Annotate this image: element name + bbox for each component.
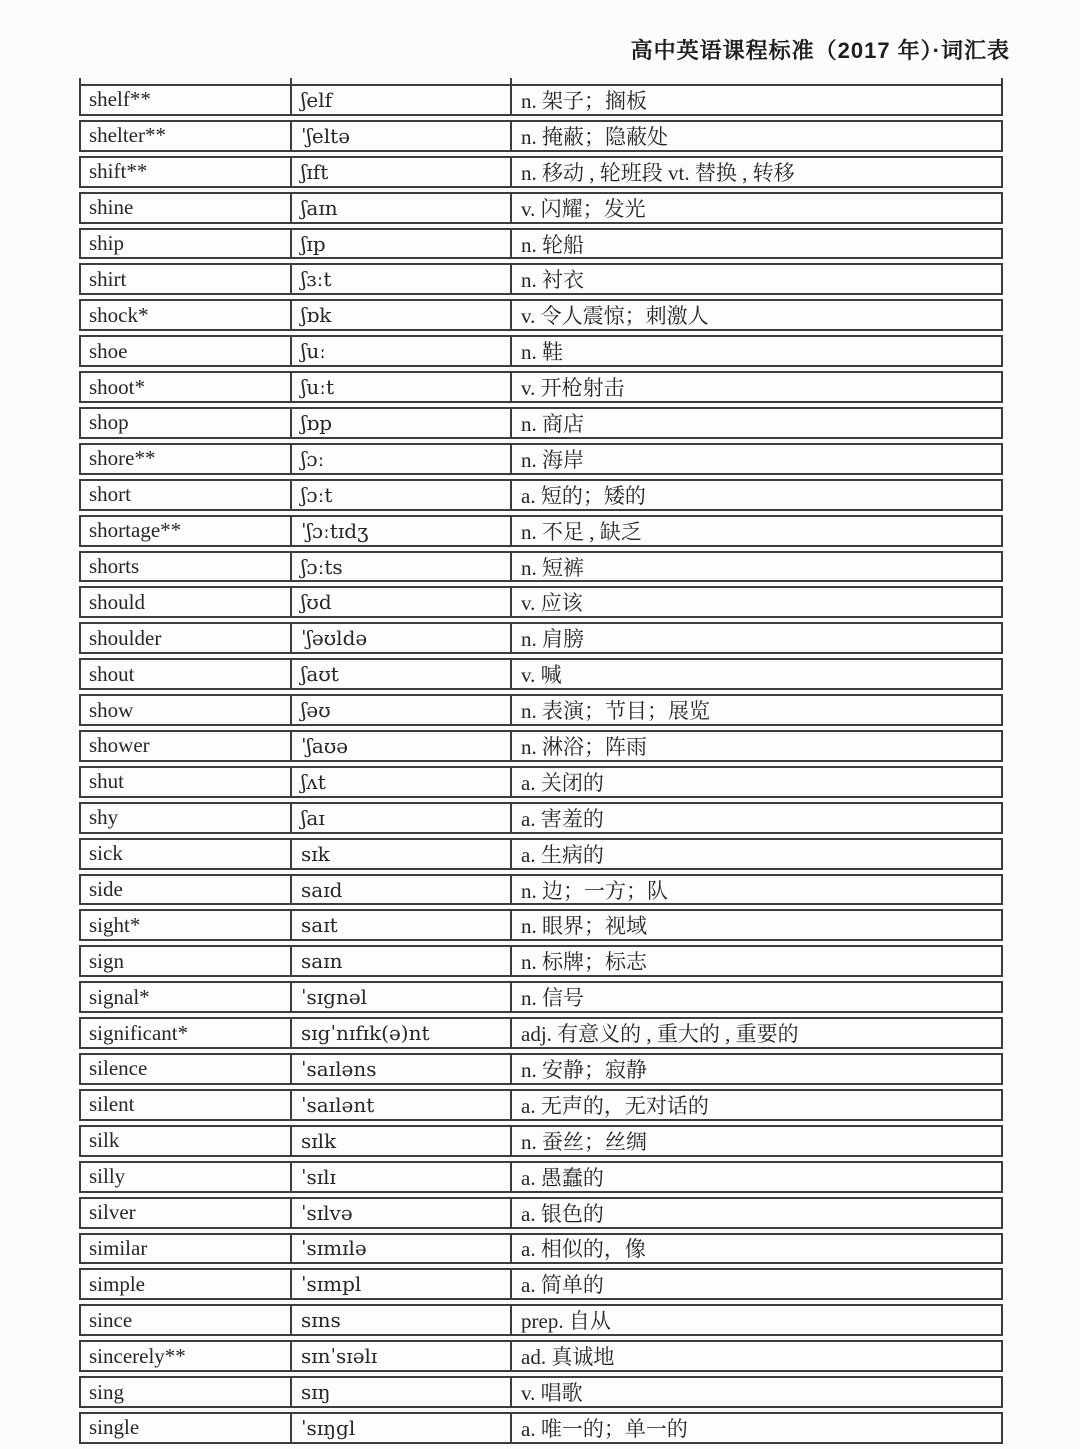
meaning-cell: a. 关闭的 — [521, 770, 604, 795]
phonetic-cell: ʃɔːts — [292, 553, 512, 581]
phonetic-cell: ʃɔːt — [292, 481, 512, 509]
word-cell: short — [81, 481, 292, 509]
phonetic-cell: sɪns — [292, 1306, 512, 1334]
word-cell: sing — [81, 1378, 292, 1406]
word-cell: ship — [81, 230, 292, 258]
table-row — [79, 156, 1003, 188]
table-row — [79, 874, 1003, 906]
table-row — [79, 1340, 1003, 1372]
table-row — [79, 515, 1003, 547]
meaning-cell: n. 架子；搁板 — [521, 88, 647, 113]
word-cell: shore** — [81, 445, 292, 473]
word-cell: shine — [81, 194, 292, 222]
table-row — [79, 263, 1003, 295]
meaning-cell: a. 简单的 — [521, 1273, 604, 1298]
meaning-cell: a. 害羞的 — [521, 806, 604, 831]
meaning-cell: n. 轮船 — [521, 232, 584, 257]
table-row — [79, 407, 1003, 439]
word-cell: shop — [81, 409, 292, 437]
meaning-cell: n. 眼界；视域 — [521, 914, 647, 939]
meaning-cell: a. 无声的，无对话的 — [521, 1093, 709, 1118]
word-cell: silence — [81, 1055, 292, 1083]
table-row — [79, 551, 1003, 583]
phonetic-cell: saɪn — [292, 947, 512, 975]
word-cell: shelf** — [81, 86, 292, 114]
meaning-cell: n. 移动 , 轮班段 vt. 替换 , 转移 — [521, 160, 795, 185]
meaning-cell: a. 银色的 — [521, 1201, 604, 1226]
phonetic-cell: ˈʃɔːtɪdʒ — [292, 517, 512, 545]
cutoff-cell — [512, 78, 1001, 84]
meaning-cell: n. 海岸 — [521, 447, 584, 472]
word-cell: silly — [81, 1163, 292, 1191]
meaning-cell: n. 短裤 — [521, 555, 584, 580]
table-row — [79, 1161, 1003, 1193]
meaning-cell: prep. 自从 — [521, 1309, 611, 1334]
table-row — [79, 694, 1003, 726]
word-cell: silent — [81, 1091, 292, 1119]
page-title: 高中英语课程标准（2017 年）·词汇表 — [630, 38, 1010, 63]
word-cell: show — [81, 696, 292, 724]
cutoff-cell — [81, 78, 292, 84]
meaning-cell: v. 闪耀；发光 — [521, 196, 646, 221]
table-row — [79, 1233, 1003, 1265]
table-row — [79, 586, 1003, 618]
word-cell: since — [81, 1306, 292, 1334]
phonetic-cell: ʃɪft — [292, 158, 512, 186]
phonetic-cell: ʃaɪn — [292, 194, 512, 222]
phonetic-cell: ʃelf — [292, 86, 512, 114]
phonetic-cell: ˈʃəʊldə — [292, 624, 512, 652]
word-cell: side — [81, 876, 292, 904]
table-row — [79, 802, 1003, 834]
table-row — [79, 622, 1003, 654]
meaning-cell: a. 生病的 — [521, 842, 604, 867]
table-row — [79, 228, 1003, 260]
phonetic-cell: ʃɒk — [292, 301, 512, 329]
phonetic-cell: saɪt — [292, 911, 512, 939]
meaning-cell: v. 唱歌 — [521, 1381, 583, 1406]
meaning-cell: n. 信号 — [521, 986, 584, 1011]
word-cell: shock* — [81, 301, 292, 329]
phonetic-cell: ʃuː — [292, 337, 512, 365]
meaning-cell: n. 不足 , 缺乏 — [521, 519, 642, 544]
phonetic-cell: ˈsɪmɪlə — [292, 1235, 512, 1263]
table-row — [79, 945, 1003, 977]
phonetic-cell: ˈsɪmpl — [292, 1270, 512, 1298]
phonetic-cell: ʃʊd — [292, 588, 512, 616]
word-cell: shirt — [81, 265, 292, 293]
word-cell: sincerely** — [81, 1342, 292, 1370]
phonetic-cell: sɪgˈnɪfɪk(ə)nt — [292, 1019, 512, 1047]
table-row — [79, 909, 1003, 941]
word-cell: shower — [81, 732, 292, 760]
word-cell: should — [81, 588, 292, 616]
table-row — [79, 1089, 1003, 1121]
meaning-cell: n. 淋浴；阵雨 — [521, 734, 647, 759]
phonetic-cell: sɪnˈsɪəlɪ — [292, 1342, 512, 1370]
vocabulary-table — [79, 78, 1003, 1444]
phonetic-cell: ʃaʊt — [292, 660, 512, 688]
phonetic-cell: sɪk — [292, 840, 512, 868]
table-row — [79, 658, 1003, 690]
word-cell: simple — [81, 1270, 292, 1298]
word-cell: sign — [81, 947, 292, 975]
word-cell: silver — [81, 1199, 292, 1227]
word-cell: similar — [81, 1235, 292, 1263]
meaning-cell: n. 蚕丝；丝绸 — [521, 1129, 647, 1154]
table-row — [79, 1017, 1003, 1049]
meaning-cell: n. 肩膀 — [521, 627, 584, 652]
word-cell: shelter** — [81, 122, 292, 150]
phonetic-cell: ˈsaɪlənt — [292, 1091, 512, 1119]
table-row — [79, 1304, 1003, 1336]
phonetic-cell: ʃɪp — [292, 230, 512, 258]
word-cell: silk — [81, 1127, 292, 1155]
table-row — [79, 443, 1003, 475]
phonetic-cell: ʃuːt — [292, 373, 512, 401]
table-rows — [79, 84, 1003, 1444]
table-row — [79, 730, 1003, 762]
phonetic-cell: ʃɒp — [292, 409, 512, 437]
phonetic-cell: ʃɔː — [292, 445, 512, 473]
word-cell: shoot* — [81, 373, 292, 401]
phonetic-cell: ˈsɪŋgl — [292, 1414, 512, 1442]
table-row — [79, 1125, 1003, 1157]
word-cell: shorts — [81, 553, 292, 581]
meaning-cell: n. 边；一方；队 — [521, 878, 668, 903]
table-row — [79, 1197, 1003, 1229]
meaning-cell: a. 短的；矮的 — [521, 483, 646, 508]
table-row — [79, 1376, 1003, 1408]
table-row — [79, 766, 1003, 798]
cutoff-cell — [292, 78, 512, 84]
meaning-cell: v. 开枪射击 — [521, 376, 625, 401]
table-row — [79, 981, 1003, 1013]
phonetic-cell: saɪd — [292, 876, 512, 904]
table-row — [79, 192, 1003, 224]
word-cell: signal* — [81, 983, 292, 1011]
meaning-cell: v. 应该 — [521, 591, 583, 616]
phonetic-cell: ʃaɪ — [292, 804, 512, 832]
phonetic-cell: ʃɜːt — [292, 265, 512, 293]
phonetic-cell: ˈsɪlvə — [292, 1199, 512, 1227]
meaning-cell: a. 唯一的；单一的 — [521, 1416, 688, 1441]
table-row — [79, 84, 1003, 116]
meaning-cell: v. 令人震惊；刺激人 — [521, 304, 709, 329]
table-row — [79, 1053, 1003, 1085]
phonetic-cell: ˈʃaʊə — [292, 732, 512, 760]
word-cell: shortage** — [81, 517, 292, 545]
table-row — [79, 1412, 1003, 1444]
phonetic-cell: ˈsɪlɪ — [292, 1163, 512, 1191]
meaning-cell: n. 衬衣 — [521, 268, 584, 293]
phonetic-cell: ˈsɪgnəl — [292, 983, 512, 1011]
word-cell: shift** — [81, 158, 292, 186]
word-cell: shy — [81, 804, 292, 832]
meaning-cell: a. 相似的，像 — [521, 1237, 646, 1262]
word-cell: shout — [81, 660, 292, 688]
cutoff-row-remnant — [79, 78, 1003, 84]
meaning-cell: adj. 有意义的 , 重大的 , 重要的 — [521, 1022, 799, 1047]
word-cell: sight* — [81, 911, 292, 939]
phonetic-cell: sɪŋ — [292, 1378, 512, 1406]
meaning-cell: n. 掩蔽；隐蔽处 — [521, 124, 668, 149]
table-row — [79, 1268, 1003, 1300]
table-row — [79, 479, 1003, 511]
meaning-cell: n. 鞋 — [521, 340, 563, 365]
phonetic-cell: sɪlk — [292, 1127, 512, 1155]
table-row — [79, 299, 1003, 331]
meaning-cell: n. 标牌；标志 — [521, 950, 647, 975]
phonetic-cell: ˈsaɪləns — [292, 1055, 512, 1083]
word-cell: shoe — [81, 337, 292, 365]
phonetic-cell: ˈʃeltə — [292, 122, 512, 150]
phonetic-cell: ʃʌt — [292, 768, 512, 796]
word-cell: significant* — [81, 1019, 292, 1047]
word-cell: shoulder — [81, 624, 292, 652]
table-row — [79, 838, 1003, 870]
word-cell: shut — [81, 768, 292, 796]
table-row — [79, 335, 1003, 367]
meaning-cell: v. 喊 — [521, 663, 562, 688]
table-row — [79, 120, 1003, 152]
table-row — [79, 371, 1003, 403]
meaning-cell: ad. 真诚地 — [521, 1345, 615, 1370]
meaning-cell: n. 商店 — [521, 411, 584, 436]
word-cell: sick — [81, 840, 292, 868]
phonetic-cell: ʃəʊ — [292, 696, 512, 724]
meaning-cell: n. 安静；寂静 — [521, 1058, 647, 1082]
word-cell: single — [81, 1414, 292, 1442]
meaning-cell: a. 愚蠢的 — [521, 1165, 604, 1190]
meaning-cell: n. 表演；节目；展览 — [521, 699, 710, 724]
